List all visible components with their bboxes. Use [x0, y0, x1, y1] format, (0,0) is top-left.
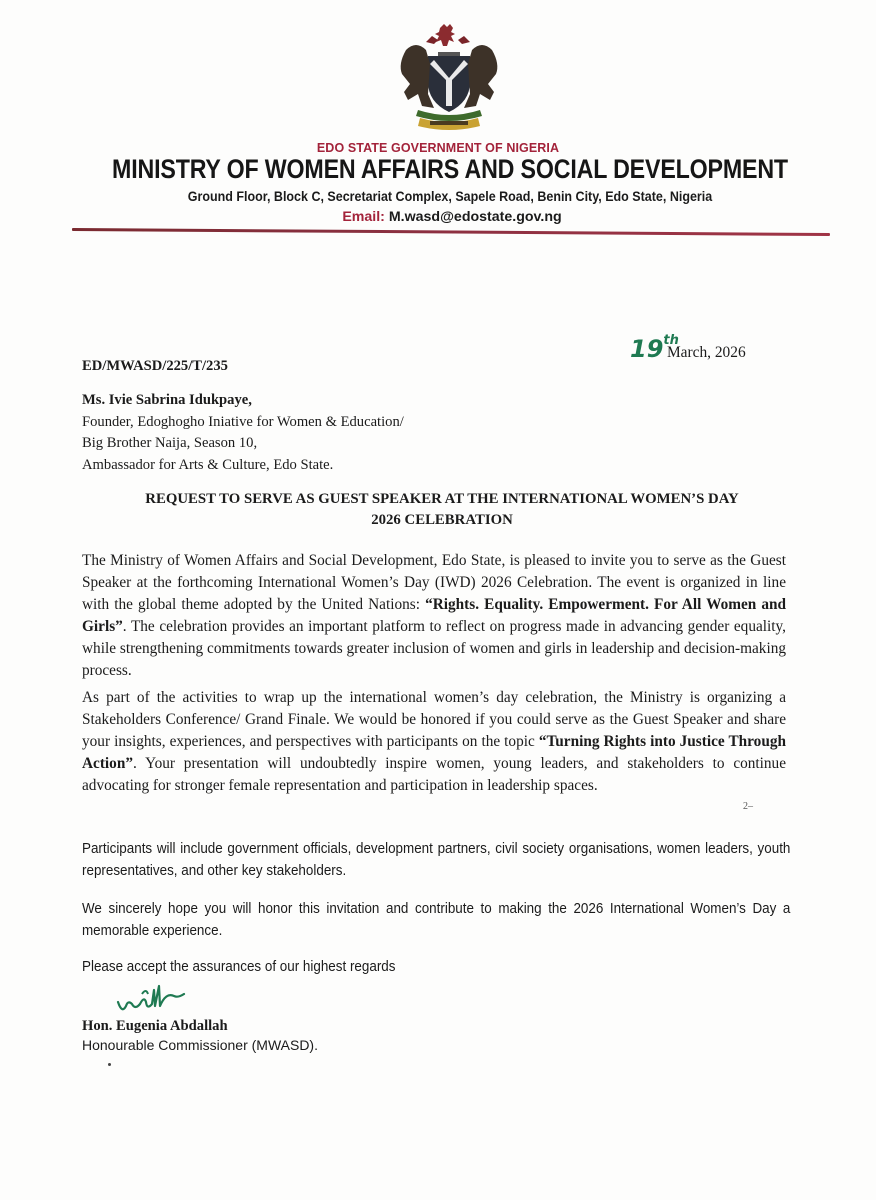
- recipient-line: Founder, Edoghogho Iniative for Women & Education/: [82, 413, 404, 430]
- signatory-title: Honourable Commissioner (MWASD).: [82, 1037, 318, 1053]
- government-name: EDO STATE GOVERNMENT OF NIGERIA: [316, 141, 560, 155]
- reference-number: ED/MWASD/225/T/235: [82, 358, 228, 374]
- date-suffix: th: [663, 333, 679, 348]
- body-paragraph-4: We sincerely hope you will honor this invitation and contribute to making the 2026 International Women’s Day a memorable experience.: [82, 901, 791, 939]
- ministry-address: Ground Floor, Block C, Secretariat Complex, Sapele Road, Benin City, Edo State, Nigeria: [187, 189, 713, 204]
- signature-icon: [112, 980, 242, 1020]
- paragraph-text: . Your presentation will undoubtedly inspire women, young leaders, and stakeholders to continue advocating for stronger female representation and participation in leadership spaces.: [82, 754, 786, 794]
- nigeria-coat-of-arms-icon: [388, 22, 510, 134]
- recipient-block: [82, 390, 404, 476]
- email-address: M.wasd@edostate.gov.ng: [388, 209, 562, 225]
- ministry-email: [0, 209, 876, 225]
- letterhead-divider: [72, 228, 830, 236]
- body-paragraph-1: [82, 550, 786, 681]
- signatory-name: Hon. Eugenia Abdallah: [82, 1018, 228, 1034]
- letter-date: March, 2026: [667, 344, 746, 361]
- letter-subject: [60, 489, 824, 531]
- recipient-line: Ambassador for Arts & Culture, Edo State.: [82, 456, 334, 473]
- body-paragraph-2: [82, 687, 786, 797]
- stray-dot: [108, 1063, 111, 1066]
- page-mark: 2–: [743, 801, 753, 812]
- signatory-block: [82, 1017, 318, 1055]
- un-theme: “Rights. Equality. Empowerment. For All Women and Girls”: [82, 595, 786, 635]
- subject-line: REQUEST TO SERVE AS GUEST SPEAKER AT THE INTERNATIONAL WOMEN’S DAY: [145, 491, 739, 507]
- ministry-name: MINISTRY OF WOMEN AFFAIRS AND SOCIAL DEVELOPMENT: [112, 154, 788, 184]
- paragraph-text: As part of the activities to wrap up the international women’s day celebration, the Ministry is organizing a Stakeholders Conference/ Grand Finale. We would be honored if you could serve as the Guest Speaker and share your insights, experiences, and perspectives with participants on the topic: [82, 689, 786, 750]
- subject-line: 2026 CELEBRATION: [371, 512, 513, 528]
- email-label: Email:: [342, 209, 385, 225]
- paragraph-text: The Ministry of Women Affairs and Social Development, Edo State, is pleased to invite you to serve as the Guest Speaker at the forthcoming International Women’s Day (IWD) 2026 Celebration. The event is organized in line with the global theme adopted by the United Nations:: [82, 552, 786, 613]
- speech-topic: “Turning Rights into Justice Through Action”: [82, 732, 786, 772]
- body-paragraph-3: Participants will include government officials, development partners, civil society organisations, women leaders, youth representatives, and other key stakeholders.: [82, 841, 791, 879]
- recipient-name: Ms. Ivie Sabrina Idukpaye,: [82, 392, 252, 408]
- date-day: 19: [630, 335, 664, 363]
- paragraph-text: . The celebration provides an important platform to reflect on progress made in advancing gender equality, while strengthening commitments towards greater inclusion of women and girls in leadership and decision-making process.: [82, 617, 786, 679]
- closing-line: Please accept the assurances of our highest regards: [82, 959, 396, 975]
- recipient-line: Big Brother Naija, Season 10,: [82, 435, 258, 451]
